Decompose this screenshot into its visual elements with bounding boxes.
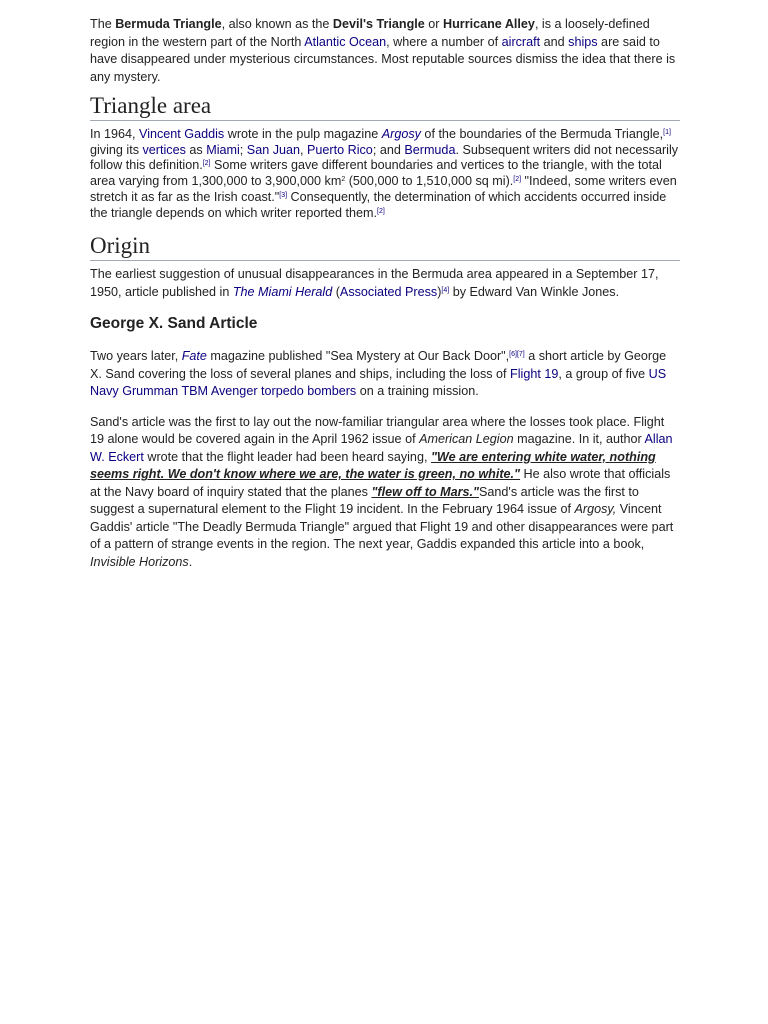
- quote-flew-off-to-mars: "flew off to Mars.": [371, 484, 480, 499]
- quote-flight-leader: "We are entering white water, nothing seems right. We don't know where we are, the water is green, no white.": [90, 449, 656, 482]
- reference-link[interactable]: [2]: [377, 207, 385, 215]
- text: or: [424, 17, 443, 31]
- section-heading-triangle-area: Triangle area: [90, 93, 680, 121]
- text: , also known as the: [221, 17, 333, 31]
- italic-american-legion: American Legion: [419, 432, 514, 447]
- italic-argosy: Argosy,: [574, 502, 617, 517]
- text: and: [540, 34, 569, 49]
- link-argosy[interactable]: Argosy: [381, 127, 421, 141]
- intro-paragraph: [90, 16, 680, 86]
- text: Two years later,: [90, 349, 182, 364]
- link-san-juan[interactable]: San Juan: [246, 142, 301, 157]
- link-bermuda[interactable]: Bermuda: [404, 142, 456, 157]
- bold-term-devils-triangle: Devil's Triangle: [332, 17, 425, 31]
- reference-link[interactable]: [2]: [513, 176, 522, 184]
- text: Sand's article was the first to suggest a supernatural element to the Flight 19 incident. In the February 1964 issue of: [90, 484, 639, 517]
- text: magazine. In it, author: [513, 432, 645, 447]
- text: giving its: [90, 142, 143, 157]
- text: . Subsequent writers did not necessarily follow this definition.: [90, 142, 679, 173]
- reference-link[interactable]: [1]: [663, 129, 671, 136]
- text: magazine published "Sea Mystery at Our Back Door",: [206, 349, 510, 364]
- text: The earliest suggestion of unusual disappearances in the Bermuda area appeared in a September 17, 1950, article published in: [90, 267, 659, 299]
- text: Some writers gave different boundaries and vertices to the triangle, with the total area varying from 1,300,000 to 3,900,000 km: [90, 158, 662, 189]
- origin-paragraph: [90, 266, 680, 301]
- reference-link[interactable]: [2]: [202, 160, 211, 168]
- link-the-miami-herald[interactable]: The Miami Herald: [232, 284, 333, 299]
- reference-link[interactable]: [6]: [509, 351, 517, 359]
- text: (: [332, 284, 340, 299]
- text: a short article by George X. Sand covering the loss of several planes and ships, including the loss of: [90, 349, 667, 381]
- link-associated-press[interactable]: Associated Press: [339, 284, 438, 299]
- text: Sand's article was the first to lay out the now-familiar triangular area where the losses took place. Flight 19 alone would be covered again in the April 1962 issue of: [90, 414, 665, 447]
- link-allan-w-eckert[interactable]: Allan W. Eckert: [90, 432, 673, 464]
- text: on a training mission.: [356, 384, 479, 399]
- text: The: [90, 17, 116, 31]
- link-vincent-gaddis[interactable]: Vincent Gaddis: [139, 127, 225, 141]
- sand-article-paragraph-2: [90, 414, 680, 572]
- text: by Edward Van Winkle Jones.: [449, 284, 620, 299]
- section-heading-origin: Origin: [90, 233, 680, 261]
- text: ; and: [372, 142, 405, 157]
- link-miami[interactable]: Miami: [206, 142, 240, 157]
- link-vertices[interactable]: vertices: [142, 142, 186, 157]
- text: wrote in the pulp magazine: [224, 127, 382, 141]
- link-us-navy-grumman-tbm-avenger[interactable]: US Navy Grumman TBM Avenger torpedo bombers: [90, 366, 667, 399]
- subsection-heading-george-x-sand-article: George X. Sand Article: [90, 315, 258, 333]
- text: ,: [300, 142, 308, 157]
- article-body: [90, 16, 680, 571]
- text: ;: [239, 142, 247, 157]
- text: "Indeed, some writers even stretch it as far as the Irish coast.": [90, 174, 677, 204]
- link-flight-19[interactable]: Flight 19: [510, 366, 559, 381]
- text: , where a number of: [386, 34, 502, 49]
- italic-invisible-horizons: Invisible Horizons: [90, 554, 189, 569]
- bold-term-bermuda-triangle: Bermuda Triangle: [115, 17, 222, 31]
- reference-link[interactable]: [7]: [516, 351, 525, 359]
- link-fate[interactable]: Fate: [181, 349, 207, 364]
- text: , is a loosely-defined region in the western part of the North: [90, 17, 650, 49]
- text: Consequently, the determination of which accidents occurred inside the triangle depends on which writer reported them.: [90, 189, 667, 220]
- text: , a group of five: [558, 366, 649, 381]
- link-ships[interactable]: ships: [568, 34, 598, 49]
- text: In 1964,: [90, 127, 140, 141]
- reference-link[interactable]: [4]: [441, 286, 450, 294]
- text: (500,000 to 1,510,000 sq mi).: [345, 174, 514, 189]
- text: .: [188, 554, 193, 569]
- text: ): [437, 284, 442, 299]
- text: are said to have disappeared under mysterious circumstances. Most reputable sources dismiss the idea that there is any mystery.: [90, 34, 676, 84]
- link-aircraft[interactable]: aircraft: [501, 34, 541, 49]
- text: wrote that the flight leader had been heard saying,: [143, 449, 431, 464]
- link-puerto-rico[interactable]: Puerto Rico: [307, 142, 373, 157]
- text: He also wrote that officials at the Navy board of inquiry stated that the planes: [90, 467, 671, 499]
- bold-term-hurricane-alley: Hurricane Alley: [443, 17, 535, 31]
- superscript-squared: 2: [341, 176, 346, 184]
- triangle-area-paragraph: [90, 127, 680, 221]
- sand-article-paragraph-1: [90, 348, 680, 401]
- link-atlantic-ocean[interactable]: Atlantic Ocean: [304, 34, 387, 49]
- text: Vincent Gaddis' article "The Deadly Bermuda Triangle" argued that Flight 19 and other disappearances were part of a pattern of strange events in the region. The next year, Gaddis expanded this article into a book,: [90, 502, 674, 552]
- text: as: [185, 142, 207, 157]
- text: of the boundaries of the Bermuda Triangle,: [420, 127, 664, 141]
- reference-link[interactable]: [3]: [279, 191, 288, 199]
